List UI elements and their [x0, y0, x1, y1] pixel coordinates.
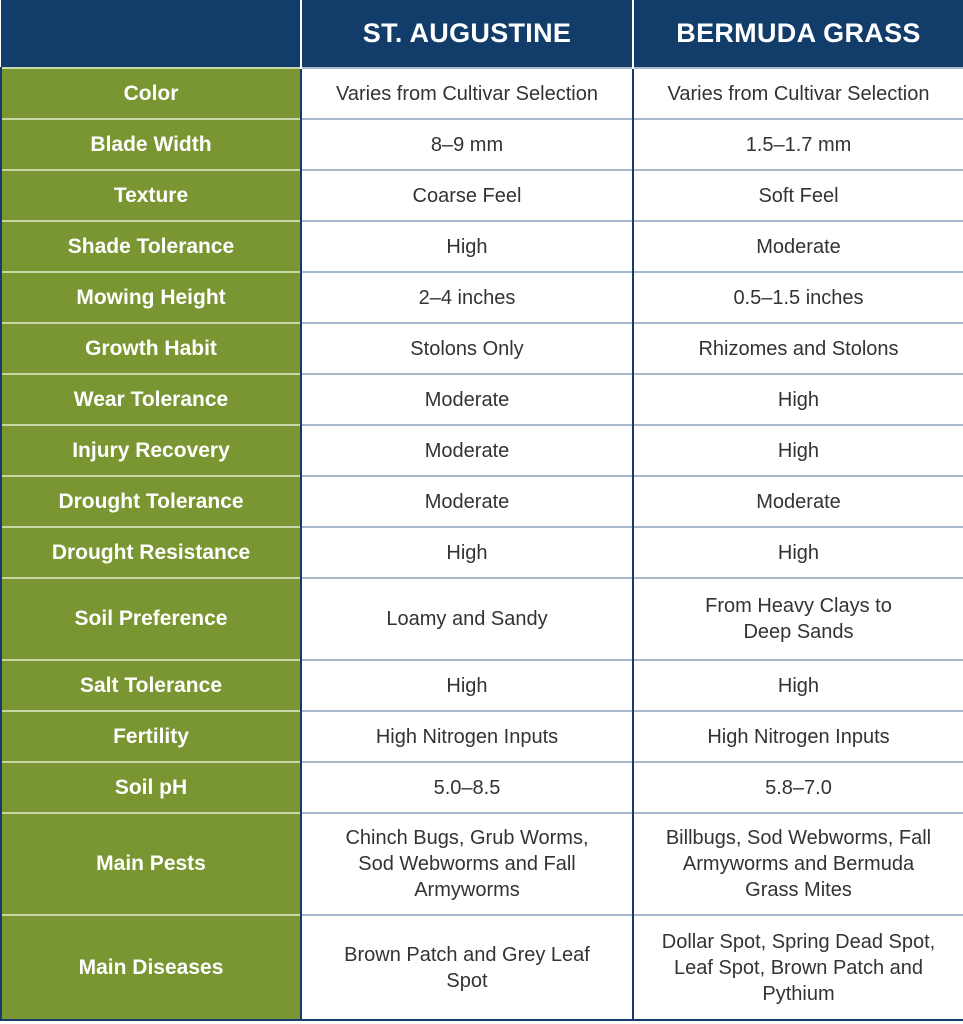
bermuda-value: Soft Feel [633, 170, 963, 221]
table-row [1, 170, 963, 221]
st-augustine-value: High [301, 221, 633, 272]
bermuda-value: 1.5–1.7 mm [633, 119, 963, 170]
st-augustine-value: High [301, 527, 633, 578]
table-row [1, 68, 963, 119]
st-augustine-value: High Nitrogen Inputs [301, 711, 633, 762]
table-row [1, 578, 963, 660]
row-label-main-diseases: Main Diseases [1, 915, 301, 1020]
row-label-salt-tolerance: Salt Tolerance [1, 660, 301, 711]
bermuda-value: Moderate [633, 221, 963, 272]
row-label-fertility: Fertility [1, 711, 301, 762]
st-augustine-value: Stolons Only [301, 323, 633, 374]
st-augustine-value: Moderate [301, 425, 633, 476]
header-corner-cell [1, 0, 301, 68]
bermuda-value: High [633, 527, 963, 578]
bermuda-value: Varies from Cultivar Selection [633, 68, 963, 119]
st-augustine-value: 2–4 inches [301, 272, 633, 323]
table-row [1, 813, 963, 915]
bermuda-value: From Heavy Clays to Deep Sands [633, 578, 963, 660]
header-st-augustine: ST. AUGUSTINE [301, 0, 633, 68]
st-augustine-value: 5.0–8.5 [301, 762, 633, 813]
table-header-row [1, 0, 963, 68]
bermuda-value: 5.8–7.0 [633, 762, 963, 813]
st-augustine-value: Chinch Bugs, Grub Worms, Sod Webworms and Fall Armyworms [301, 813, 633, 915]
table-row [1, 476, 963, 527]
header-bermuda-grass: BERMUDA GRASS [633, 0, 963, 68]
table-row [1, 762, 963, 813]
row-label-drought-resistance: Drought Resistance [1, 527, 301, 578]
row-label-mowing-height: Mowing Height [1, 272, 301, 323]
bermuda-value: 0.5–1.5 inches [633, 272, 963, 323]
row-label-growth-habit: Growth Habit [1, 323, 301, 374]
st-augustine-value: Varies from Cultivar Selection [301, 68, 633, 119]
table-row [1, 660, 963, 711]
table-row [1, 119, 963, 170]
bermuda-value: High [633, 660, 963, 711]
bermuda-value: High [633, 425, 963, 476]
st-augustine-value: Coarse Feel [301, 170, 633, 221]
st-augustine-value: Loamy and Sandy [301, 578, 633, 660]
table-row [1, 425, 963, 476]
row-label-blade-width: Blade Width [1, 119, 301, 170]
st-augustine-value: Moderate [301, 476, 633, 527]
st-augustine-value: Brown Patch and Grey Leaf Spot [301, 915, 633, 1020]
row-label-shade-tolerance: Shade Tolerance [1, 221, 301, 272]
row-label-main-pests: Main Pests [1, 813, 301, 915]
row-label-soil-ph: Soil pH [1, 762, 301, 813]
st-augustine-value: High [301, 660, 633, 711]
row-label-drought-tolerance: Drought Tolerance [1, 476, 301, 527]
st-augustine-value: 8–9 mm [301, 119, 633, 170]
table-row [1, 272, 963, 323]
row-label-color: Color [1, 68, 301, 119]
row-label-injury-recovery: Injury Recovery [1, 425, 301, 476]
table-row [1, 323, 963, 374]
table-row [1, 915, 963, 1020]
bermuda-value: Rhizomes and Stolons [633, 323, 963, 374]
row-label-wear-tolerance: Wear Tolerance [1, 374, 301, 425]
bermuda-value: High [633, 374, 963, 425]
table-row [1, 527, 963, 578]
table-row [1, 711, 963, 762]
bermuda-value: High Nitrogen Inputs [633, 711, 963, 762]
st-augustine-value: Moderate [301, 374, 633, 425]
bermuda-value: Billbugs, Sod Webworms, Fall Armyworms and Bermuda Grass Mites [633, 813, 963, 915]
row-label-texture: Texture [1, 170, 301, 221]
table-row [1, 221, 963, 272]
bermuda-value: Moderate [633, 476, 963, 527]
table-row [1, 374, 963, 425]
row-label-soil-preference: Soil Preference [1, 578, 301, 660]
bermuda-value: Dollar Spot, Spring Dead Spot, Leaf Spot, Brown Patch and Pythium [633, 915, 963, 1020]
